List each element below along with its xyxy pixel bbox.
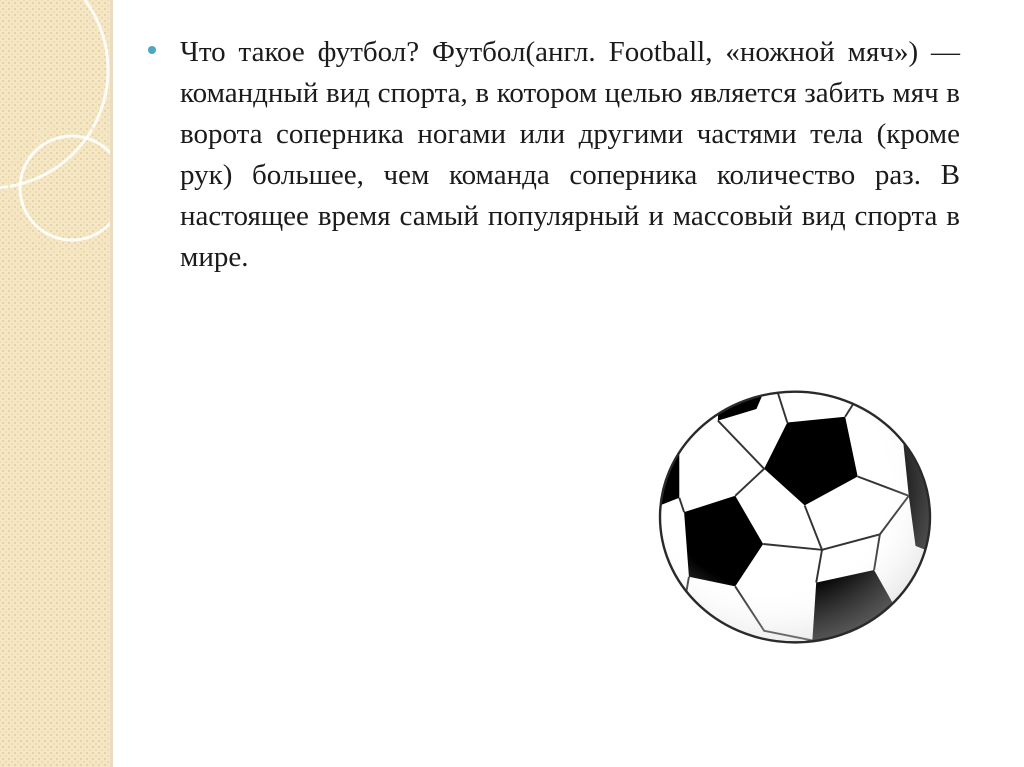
soccer-ball-icon — [650, 382, 940, 652]
decorative-rings — [0, 0, 110, 300]
band-divider — [110, 0, 113, 767]
slide-paragraph: Что такое футбол? Футбол(англ. Football, «ножной мяч») — командный вид спорта, в котором целью является забить мяч в ворота соперника ногами или другими частями тела (кроме рук) большее, чем команда соперника количество раз. В настоящее время самый популярный и массовый вид спорта в мире. — [180, 36, 960, 273]
bullet-icon — [148, 46, 156, 54]
decorative-side-band — [0, 0, 110, 767]
slide-content — [148, 32, 960, 278]
